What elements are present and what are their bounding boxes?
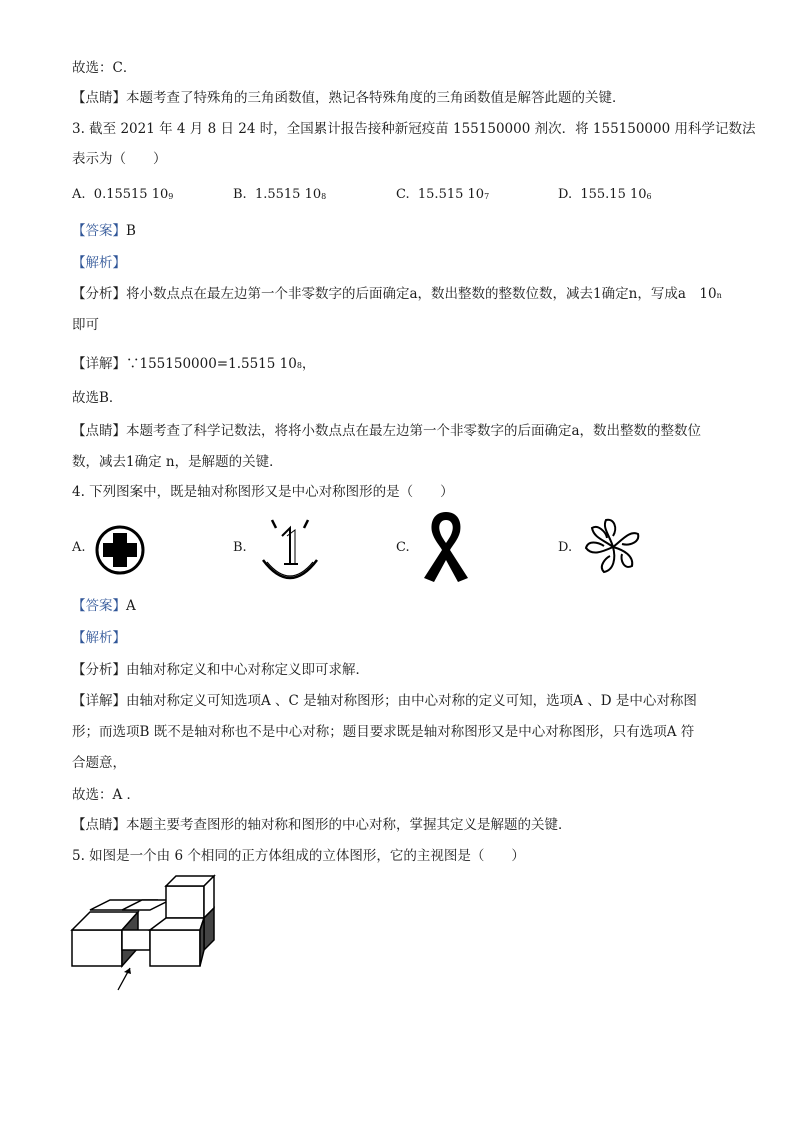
q3-option-c: C. 15.515 $10^7$ xyxy=(396,187,490,202)
q4-answer: 【答案】A xyxy=(72,598,136,614)
circle-cross-figure xyxy=(94,524,146,576)
question-3-line-2: 表示为（ ） xyxy=(72,151,167,167)
q3-dianjing: 【点睛】本题考查了科学记数法，将将小数点点在最左边第一个非零数字的后面确定a，数出整数的整数位 xyxy=(72,423,702,439)
q4-detail-line-2: 形；而选项B 既不是轴对称也不是中心对称；题目要求既是轴对称图形又是中心对称图形，只有选项A 符 xyxy=(72,724,695,740)
q3-option-d: D. 155.15 $10^6$ xyxy=(558,187,652,202)
q3-analysis-tag: 【解析】 xyxy=(72,255,126,271)
q4-fenxi: 【分析】由轴对称定义和中心对称定义即可求解． xyxy=(72,662,369,678)
q3-choose: 故选B． xyxy=(72,390,123,406)
q4-option-a-label: A. xyxy=(72,540,86,555)
q4-detail: 【详解】由轴对称定义可知选项A 、C 是轴对称图形；由中心对称的定义可知，选项A 、D 是中心对称图 xyxy=(72,693,697,709)
q3-option-b: B. 1.5515 $10^8$ xyxy=(233,187,327,202)
q4-choose: 故选：A ． xyxy=(72,787,141,803)
q4-option-c-label: C. xyxy=(396,540,410,555)
q3-answer xyxy=(72,221,136,241)
q3-fenxi-line-2: 即可 xyxy=(72,317,99,333)
q4-option-b-label: B. xyxy=(233,540,247,555)
q4-analysis-tag: 【解析】 xyxy=(72,630,126,646)
swirl-pinwheel-figure xyxy=(580,514,646,580)
cube-structure-figure xyxy=(70,872,220,992)
smiley-one-figure xyxy=(258,514,322,582)
q4-dianjing: 【点睛】本题主要考查图形的轴对称和图形的中心对称，掌握其定义是解题的关键． xyxy=(72,817,572,833)
q3-fenxi: 【分析】将小数点点在最左边第一个非零数字的后面确定a，数出整数的整数位数，减去1确定n，写成a 10$^n$ xyxy=(72,286,722,302)
answer-tag: 【答案】 xyxy=(72,223,126,239)
ribbon-figure xyxy=(420,510,472,584)
q3-option-a: A. 0.15515 $10^9$ xyxy=(72,187,174,202)
previous-answer-choice: 故选：C． xyxy=(72,60,137,76)
q3-dianjing-line-2: 数，减去1确定 n，是解题的关键． xyxy=(72,454,283,470)
question-5-line-1: 5. 如图是一个由 6 个相同的正方体组成的立体图形，它的主视图是（ ） xyxy=(72,848,525,864)
question-4-line-1: 4. 下列图案中，既是轴对称图形又是中心对称图形的是（ ） xyxy=(72,484,454,500)
answer-value: B xyxy=(126,223,136,239)
q4-detail-line-3: 合题意， xyxy=(72,755,126,771)
dianjing-text: 本题考查了特殊角的三角函数值，熟记各特殊角度的三角函数值是解答此题的关键． xyxy=(126,90,626,106)
question-3-line-1: 3. 截至 2021 年 4 月 8 日 24 时，全国累计报告接种新冠疫苗 155150000 剂次．将 155150000 用科学记数法 xyxy=(72,121,756,137)
previous-dianjing xyxy=(72,88,626,108)
q3-detail: 【详解】∵155150000=1.5515 $10^8$， xyxy=(72,356,316,372)
q4-option-d-label: D. xyxy=(558,540,573,555)
dianjing-tag: 【点睛】 xyxy=(72,90,126,106)
